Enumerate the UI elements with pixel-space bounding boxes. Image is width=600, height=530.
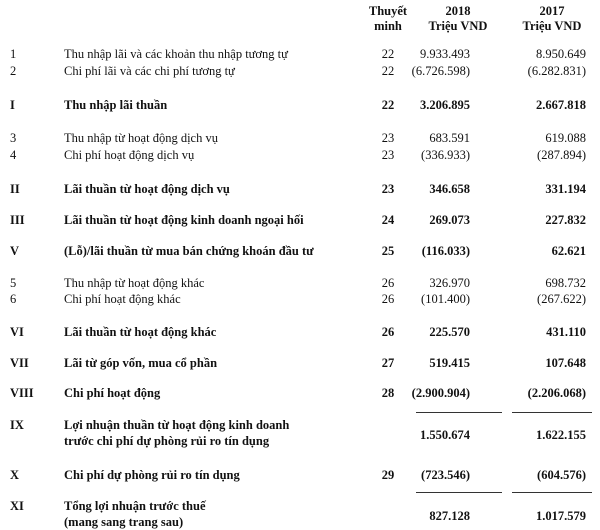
col-2018-year: 2018 xyxy=(445,4,471,18)
row-num: V xyxy=(10,244,20,258)
row-value-2017: (267.622) xyxy=(537,292,586,306)
row-num: X xyxy=(10,468,20,482)
row-label: Thu nhập lãi thuần xyxy=(64,98,168,112)
row-value-2018: 519.415 xyxy=(429,356,470,370)
row-num: I xyxy=(10,98,15,112)
row-note: 23 xyxy=(381,131,395,145)
row-label: Thu nhập lãi và các khoản thu nhập tương tự xyxy=(64,47,288,61)
row-value-2018: 225.570 xyxy=(429,325,470,339)
row-num: 4 xyxy=(10,148,17,162)
row-num: VIII xyxy=(10,386,34,400)
row-num: 3 xyxy=(10,131,17,145)
row-note: 26 xyxy=(381,276,395,290)
row-note: 22 xyxy=(381,64,395,78)
row-value-2018: 827.128 xyxy=(429,509,470,523)
row-num: II xyxy=(10,182,20,196)
row-value-2017: 619.088 xyxy=(545,131,586,145)
row-num: VI xyxy=(10,325,24,339)
row-value-2018: (336.933) xyxy=(421,148,470,162)
row-value-2018: 269.073 xyxy=(429,213,470,227)
row-value-2018: (2.900.904) xyxy=(411,386,470,400)
row-num: III xyxy=(10,213,25,227)
row-note: 23 xyxy=(381,182,395,196)
row-value-2017: 1.622.155 xyxy=(536,428,586,442)
col-2017-year: 2017 xyxy=(539,4,565,18)
row-value-2017: 331.194 xyxy=(545,182,586,196)
row-note: 25 xyxy=(381,244,395,258)
row-value-2018: 3.206.895 xyxy=(420,98,470,112)
row-value-2018: (116.033) xyxy=(421,244,470,258)
row-value-2017: 8.950.649 xyxy=(536,47,586,61)
note-column-header xyxy=(356,4,420,34)
row-value-2018: 1.550.674 xyxy=(420,428,470,442)
row-num: 1 xyxy=(10,47,17,61)
row-value-2018: (723.546) xyxy=(421,468,470,482)
row-value-2017: 698.732 xyxy=(545,276,586,290)
row-num: IX xyxy=(10,418,24,432)
row-value-2017: (6.282.831) xyxy=(527,64,586,78)
row-value-2017: (604.576) xyxy=(537,468,586,482)
row-label: Chi phí lãi và các chi phí tương tự xyxy=(64,64,235,78)
row-label: Lãi thuần từ hoạt động kinh doanh ngoại hối xyxy=(64,213,304,227)
row-value-2017: (287.894) xyxy=(537,148,586,162)
row-label: (Lỗ)/lãi thuần từ mua bán chứng khoán đầu tư xyxy=(64,244,314,258)
row-num: 5 xyxy=(10,276,17,290)
row-num: 2 xyxy=(10,64,17,78)
row-label: Tổng lợi nhuận trước thuế xyxy=(64,499,206,513)
row-value-2018: 346.658 xyxy=(429,182,470,196)
total-rule-2017 xyxy=(512,492,592,493)
row-value-2018: (6.726.598) xyxy=(411,64,470,78)
subtotal-rule-2018 xyxy=(416,412,502,413)
row-note: 22 xyxy=(381,98,395,112)
row-label: Chi phí hoạt động dịch vụ xyxy=(64,148,195,162)
row-value-2017: 227.832 xyxy=(545,213,586,227)
row-value-2018: 326.970 xyxy=(429,276,470,290)
row-value-2017: 1.017.579 xyxy=(536,509,586,523)
row-value-2018: 683.591 xyxy=(429,131,470,145)
row-note: 22 xyxy=(381,47,395,61)
col-2018-header xyxy=(420,4,496,34)
row-note: 23 xyxy=(381,148,395,162)
row-label: Chi phí hoạt động khác xyxy=(64,292,181,306)
row-label: Thu nhập từ hoạt động dịch vụ xyxy=(64,131,218,145)
row-note: 29 xyxy=(381,468,395,482)
row-label-line2: (mang sang trang sau) xyxy=(64,515,184,529)
total-rule-2018 xyxy=(416,492,502,493)
row-num: 6 xyxy=(10,292,17,306)
row-value-2018: (101.400) xyxy=(421,292,470,306)
note-header-line1: Thuyết xyxy=(368,4,408,18)
col-2017-header xyxy=(512,4,592,34)
row-num: XI xyxy=(10,499,24,513)
row-note: 27 xyxy=(381,356,395,370)
row-num: VII xyxy=(10,356,29,370)
col-2017-unit: Triệu VND xyxy=(522,19,582,33)
row-note: 28 xyxy=(381,386,395,400)
row-label: Lãi thuần từ hoạt động dịch vụ xyxy=(64,182,230,196)
row-value-2017: (2.206.068) xyxy=(527,386,586,400)
row-note: 26 xyxy=(381,292,395,306)
row-value-2017: 431.110 xyxy=(546,325,586,339)
row-label: Lợi nhuận thuần từ hoạt động kinh doanh xyxy=(64,418,290,432)
row-label: Lãi từ góp vốn, mua cổ phần xyxy=(64,356,218,370)
subtotal-rule-2017 xyxy=(512,412,592,413)
row-note: 24 xyxy=(381,213,395,227)
row-label: Chi phí dự phòng rủi ro tín dụng xyxy=(64,468,240,482)
row-label: Thu nhập từ hoạt động khác xyxy=(64,276,205,290)
note-header-line2: minh xyxy=(374,19,402,33)
row-value-2017: 62.621 xyxy=(551,244,586,258)
row-note: 26 xyxy=(381,325,395,339)
col-2018-unit: Triệu VND xyxy=(428,19,488,33)
row-label: Chi phí hoạt động xyxy=(64,386,161,400)
row-value-2018: 9.933.493 xyxy=(420,47,470,61)
row-label-line2: trước chi phí dự phòng rủi ro tín dụng xyxy=(64,434,270,448)
row-label: Lãi thuần từ hoạt động khác xyxy=(64,325,217,339)
row-value-2017: 107.648 xyxy=(545,356,586,370)
row-value-2017: 2.667.818 xyxy=(536,98,586,112)
